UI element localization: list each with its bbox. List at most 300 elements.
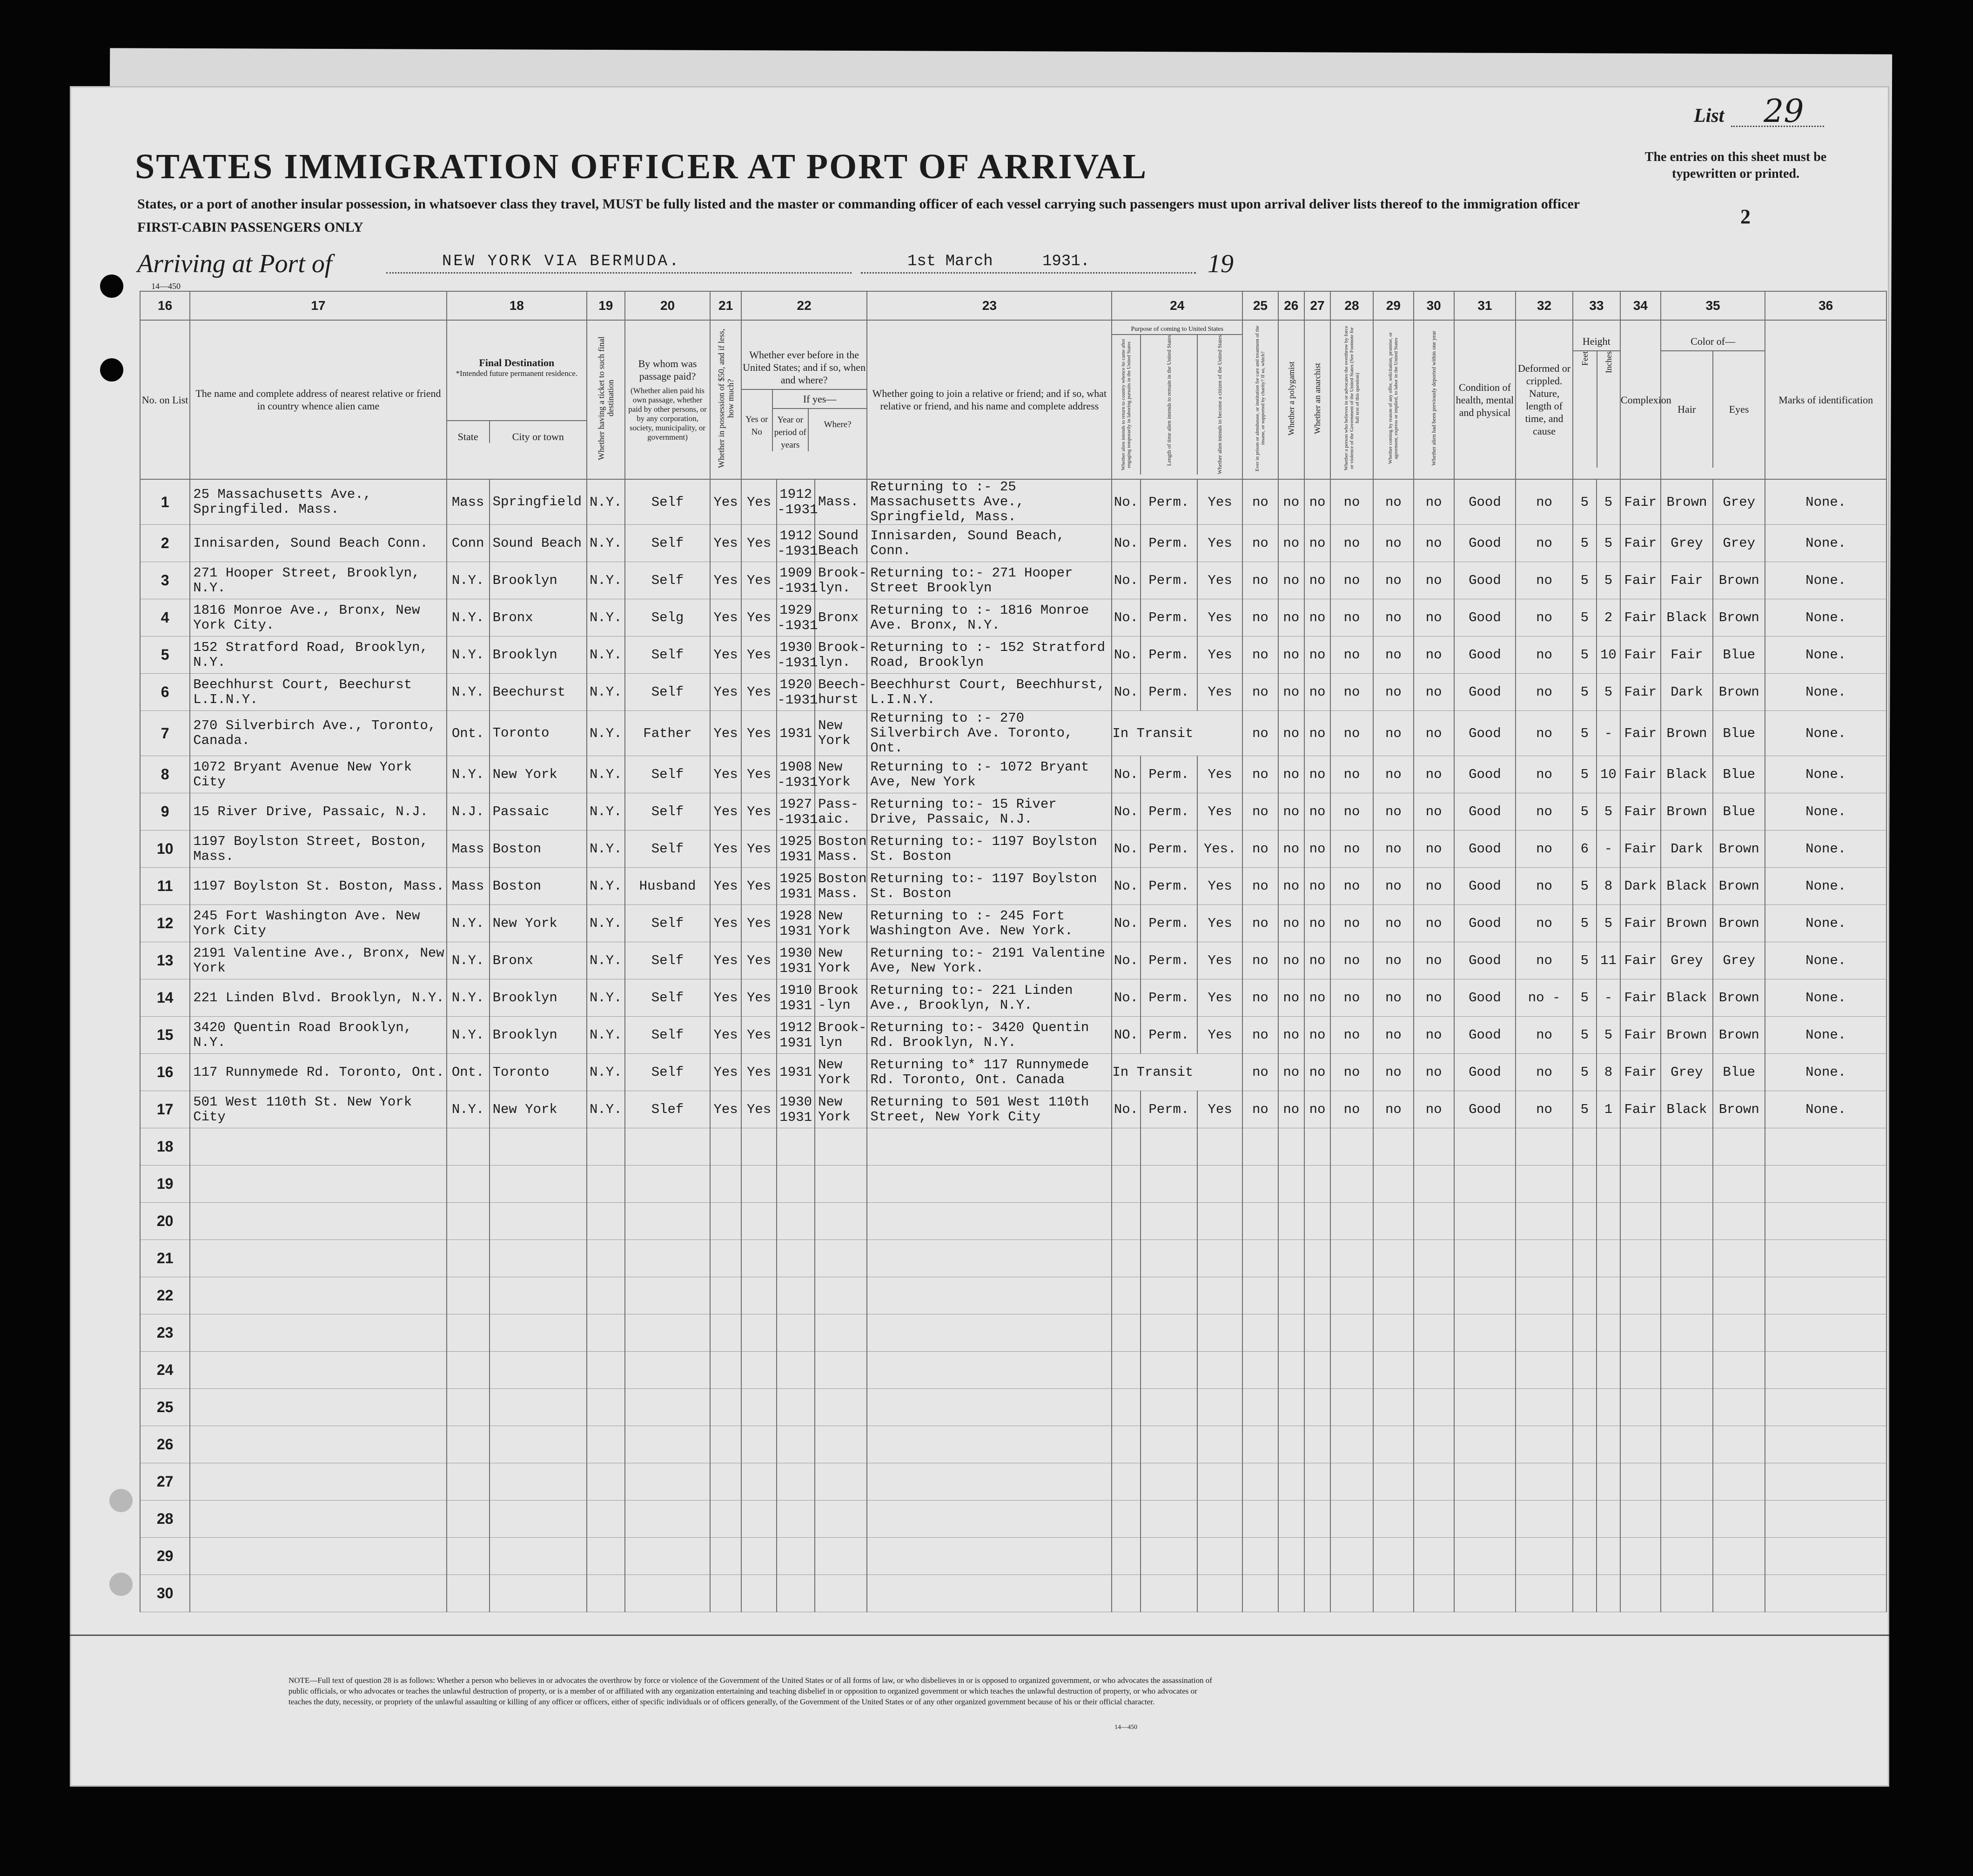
cell-empty	[1713, 1203, 1765, 1240]
cell-empty	[1141, 1240, 1198, 1277]
cell-state: N.Y.	[447, 636, 490, 674]
cell-empty	[777, 1463, 815, 1501]
cell-paid: Self	[625, 979, 711, 1017]
cell-empty	[1661, 1352, 1713, 1389]
cell-empty	[1112, 1203, 1140, 1240]
cell-empty	[587, 1314, 625, 1352]
cell-empty	[777, 1575, 815, 1612]
cell-length: Perm.	[1141, 1091, 1198, 1128]
cell-empty	[867, 1389, 1112, 1426]
cell-inches: 10	[1597, 756, 1620, 793]
cell-empty	[710, 1277, 741, 1314]
cell-empty	[1661, 1166, 1713, 1203]
header-feet: Feet	[1580, 351, 1590, 366]
cell-city: Brooklyn	[490, 562, 587, 599]
cell-empty	[1373, 1352, 1414, 1389]
header-state: State	[447, 421, 490, 443]
cell-before: Yes	[741, 942, 777, 979]
cell-empty	[1661, 1463, 1713, 1501]
cell-empty	[1373, 1240, 1414, 1277]
cell-empty	[1330, 1426, 1373, 1463]
cell-empty	[777, 1314, 815, 1352]
cell-feet: 5	[1573, 1054, 1597, 1091]
cell-eyes: Brown	[1713, 562, 1765, 599]
cell-empty	[1330, 1166, 1373, 1203]
cell-money: Yes	[710, 979, 741, 1017]
purpose-a: Whether alien intends to return to country whence he came after engaging temporarily in laboring pursuits in the United States	[1121, 339, 1132, 471]
cell-anarch: no	[1304, 1017, 1330, 1054]
cell-empty	[1516, 1389, 1573, 1426]
cell-polyg: no	[1278, 1054, 1304, 1091]
col-num: 30	[1414, 291, 1454, 320]
cell-empty	[1597, 1128, 1620, 1166]
binder-hole	[100, 358, 123, 382]
cell-no: 27	[140, 1463, 190, 1501]
cell-empty	[625, 1314, 711, 1352]
cell-empty	[190, 1463, 446, 1501]
cell-empty	[1765, 1352, 1886, 1389]
cell-empty	[1414, 1166, 1454, 1203]
cell-empty	[1454, 1314, 1516, 1352]
cell-empty	[1242, 1166, 1278, 1203]
cell-empty	[490, 1277, 587, 1314]
cell-health: Good	[1454, 1091, 1516, 1128]
year-suffix: 19	[1208, 249, 1234, 278]
cell-offer: no	[1373, 942, 1414, 979]
cell-anarch: no	[1304, 711, 1330, 756]
cell-overthrow: no	[1330, 1017, 1373, 1054]
cell-no: 6	[140, 674, 190, 711]
manifest-table	[140, 291, 1887, 1612]
cell-years: 1930 1931	[777, 1091, 815, 1128]
cell-feet: 5	[1573, 711, 1597, 756]
table-row	[140, 599, 1886, 636]
cell-citizen: Yes	[1197, 599, 1242, 636]
cell-empty	[815, 1426, 867, 1463]
cell-empty	[490, 1538, 587, 1575]
cell-empty	[1573, 1128, 1597, 1166]
cell-empty	[777, 1389, 815, 1426]
cell-citizen: Yes	[1197, 479, 1242, 525]
cell-empty	[1197, 1501, 1242, 1538]
cell-complexion: Fair	[1620, 793, 1661, 831]
cell-no: 13	[140, 942, 190, 979]
cell-empty	[1765, 1240, 1886, 1277]
purpose-c: Whether alien intends to become a citizen of the United States	[1216, 335, 1223, 475]
cell-eyes: Blue	[1713, 711, 1765, 756]
header-money: Whether in possession of $50, and if less, how much?	[710, 320, 741, 479]
cell-empty	[1597, 1203, 1620, 1240]
cell-deformed: no	[1516, 942, 1573, 979]
cell-empty	[1765, 1501, 1886, 1538]
cell-prison: no	[1242, 1054, 1278, 1091]
cell-empty	[1597, 1538, 1620, 1575]
cell-anarch: no	[1304, 636, 1330, 674]
cell-empty	[1304, 1352, 1330, 1389]
cell-empty	[1278, 1166, 1304, 1203]
cell-empty	[1304, 1314, 1330, 1352]
cell-empty	[1112, 1166, 1140, 1203]
cell-empty	[1573, 1463, 1597, 1501]
cell-ticket: N.Y.	[587, 793, 625, 831]
cell-empty	[1454, 1203, 1516, 1240]
cell-empty	[1278, 1128, 1304, 1166]
cell-city: Sound Beach	[490, 525, 587, 562]
cell-overthrow: no	[1330, 831, 1373, 868]
cell-empty	[1661, 1203, 1713, 1240]
page-title: STATES IMMIGRATION OFFICER AT PORT OF ARRIVAL	[135, 147, 1148, 186]
cell-feet: 5	[1573, 905, 1597, 942]
cell-empty	[447, 1240, 490, 1277]
cell-empty	[1573, 1538, 1597, 1575]
cell-purpose: No.	[1112, 942, 1140, 979]
cell-feet: 5	[1573, 525, 1597, 562]
cell-empty	[1414, 1426, 1454, 1463]
cell-empty	[1304, 1463, 1330, 1501]
cell-empty	[1765, 1463, 1886, 1501]
cell-purpose: No.	[1112, 905, 1140, 942]
cell-empty	[1516, 1166, 1573, 1203]
cell-empty	[710, 1575, 741, 1612]
cell-citizen: Yes	[1197, 562, 1242, 599]
cell-state: Ont.	[447, 1054, 490, 1091]
cell-no: 9	[140, 793, 190, 831]
cell-joining: Returning to:- 1197 Boylston St. Boston	[867, 868, 1112, 905]
cell-empty	[490, 1389, 587, 1426]
col-num: 21	[710, 291, 741, 320]
cell-empty	[867, 1463, 1112, 1501]
cell-empty	[190, 1314, 446, 1352]
cell-no: 23	[140, 1314, 190, 1352]
cell-polyg: no	[1278, 636, 1304, 674]
cell-empty	[625, 1575, 711, 1612]
cell-empty	[1141, 1314, 1198, 1352]
cell-empty	[490, 1426, 587, 1463]
cell-paid: Self	[625, 942, 711, 979]
cell-before: Yes	[741, 525, 777, 562]
cell-health: Good	[1454, 674, 1516, 711]
cell-marks: None.	[1765, 1091, 1886, 1128]
cell-eyes: Brown	[1713, 1091, 1765, 1128]
col-num: 23	[867, 291, 1112, 320]
cell-empty	[190, 1277, 446, 1314]
cell-empty	[490, 1203, 587, 1240]
cell-hair: Brown	[1661, 479, 1713, 525]
col-num: 28	[1330, 291, 1373, 320]
table-row	[140, 1017, 1886, 1054]
cell-state: N.Y.	[447, 942, 490, 979]
cell-where: Sound Beach	[815, 525, 867, 562]
cell-overthrow: no	[1330, 868, 1373, 905]
cell-empty	[1373, 1426, 1414, 1463]
cell-deported: no	[1414, 868, 1454, 905]
cell-anarch: no	[1304, 562, 1330, 599]
manifest-rows	[140, 479, 1886, 1612]
table-row	[140, 756, 1886, 793]
cell-where: New York	[815, 942, 867, 979]
cell-overthrow: no	[1330, 636, 1373, 674]
cell-prison: no	[1242, 562, 1278, 599]
passage-paid-label: By whom was passage paid?	[638, 358, 697, 382]
cell-before: Yes	[741, 674, 777, 711]
cell-where: Brook- lyn.	[815, 562, 867, 599]
cell-inches: 5	[1597, 562, 1620, 599]
col-num: 25	[1242, 291, 1278, 320]
cell-empty	[190, 1575, 446, 1612]
cell-anarch: no	[1304, 756, 1330, 793]
cell-no: 4	[140, 599, 190, 636]
cell-deported: no	[1414, 674, 1454, 711]
cell-empty	[1197, 1203, 1242, 1240]
cell-empty	[741, 1203, 777, 1240]
cell-polyg: no	[1278, 1091, 1304, 1128]
cell-money: Yes	[710, 831, 741, 868]
cell-empty	[1304, 1166, 1330, 1203]
cell-empty	[1141, 1501, 1198, 1538]
cell-empty	[1713, 1240, 1765, 1277]
form-code: 14—450	[151, 281, 181, 291]
cell-purpose: No.	[1112, 479, 1140, 525]
cell-empty	[1573, 1389, 1597, 1426]
cell-offer: no	[1373, 1017, 1414, 1054]
cell-citizen: Yes	[1197, 674, 1242, 711]
cell-purpose: No.	[1112, 562, 1140, 599]
cell-state: Ont.	[447, 711, 490, 756]
cell-paid: Self	[625, 562, 711, 599]
col-num: 24	[1112, 291, 1242, 320]
cell-empty	[710, 1538, 741, 1575]
cell-joining: Returning to :- 1816 Monroe Ave. Bronx, N.Y.	[867, 599, 1112, 636]
cell-marks: None.	[1765, 636, 1886, 674]
cell-money: Yes	[710, 793, 741, 831]
cell-empty	[447, 1575, 490, 1612]
table-row	[140, 831, 1886, 868]
col-num: 19	[587, 291, 625, 320]
cell-empty	[1516, 1240, 1573, 1277]
cell-empty	[490, 1240, 587, 1277]
cell-empty	[1141, 1203, 1198, 1240]
cell-deported: no	[1414, 793, 1454, 831]
col-num: 35	[1661, 291, 1765, 320]
cell-overthrow: no	[1330, 674, 1373, 711]
cell-years: 1929 -1931	[777, 599, 815, 636]
cell-empty	[1661, 1277, 1713, 1314]
table-row	[140, 1352, 1886, 1389]
cell-empty	[1765, 1575, 1886, 1612]
cell-money: Yes	[710, 636, 741, 674]
cell-empty	[447, 1426, 490, 1463]
header-color	[1661, 320, 1765, 479]
cell-empty	[490, 1352, 587, 1389]
cell-inches: 5	[1597, 905, 1620, 942]
cell-state: Conn	[447, 525, 490, 562]
cell-feet: 5	[1573, 942, 1597, 979]
cell-empty	[1197, 1463, 1242, 1501]
cell-city: New York	[490, 756, 587, 793]
cell-health: Good	[1454, 942, 1516, 979]
cell-hair: Fair	[1661, 562, 1713, 599]
cell-citizen: Yes	[1197, 942, 1242, 979]
cell-empty	[1141, 1128, 1198, 1166]
cell-empty	[1242, 1389, 1278, 1426]
cell-empty	[1304, 1575, 1330, 1612]
cell-empty	[587, 1128, 625, 1166]
table-row	[140, 868, 1886, 905]
cell-empty	[1304, 1501, 1330, 1538]
cell-relative: 15 River Drive, Passaic, N.J.	[190, 793, 446, 831]
cell-empty	[1414, 1240, 1454, 1277]
cell-empty	[1373, 1463, 1414, 1501]
cell-empty	[1573, 1501, 1597, 1538]
cell-feet: 5	[1573, 1091, 1597, 1128]
instructions: States, or a port of another insular possession, in whatsoever class they travel, MUST be fully listed and the master or commanding officer of each vessel carrying such passengers must upon arrival deliver lists thereof to the immigration officer	[137, 196, 1580, 212]
cell-years: 1920 -1931	[777, 674, 815, 711]
cell-deported: no	[1414, 479, 1454, 525]
cell-citizen: Yes	[1197, 793, 1242, 831]
cell-before: Yes	[741, 979, 777, 1017]
cell-empty	[741, 1166, 777, 1203]
cell-complexion: Fair	[1620, 525, 1661, 562]
cell-empty	[815, 1538, 867, 1575]
cell-empty	[1242, 1352, 1278, 1389]
cell-empty	[741, 1501, 777, 1538]
cell-inches: 11	[1597, 942, 1620, 979]
cell-empty	[1197, 1426, 1242, 1463]
cell-empty	[1112, 1314, 1140, 1352]
cell-where: New York	[815, 905, 867, 942]
cell-anarch: no	[1304, 1054, 1330, 1091]
header-health: Condition of health, mental and physical	[1454, 320, 1516, 479]
cell-polyg: no	[1278, 1017, 1304, 1054]
cell-empty	[1713, 1463, 1765, 1501]
cell-empty	[1112, 1426, 1140, 1463]
cell-money: Yes	[710, 599, 741, 636]
cell-empty	[1516, 1203, 1573, 1240]
cell-citizen: Yes.	[1197, 831, 1242, 868]
cell-empty	[1414, 1128, 1454, 1166]
cell-anarch: no	[1304, 479, 1330, 525]
cell-city: Boston	[490, 868, 587, 905]
cell-no: 17	[140, 1091, 190, 1128]
cell-no: 10	[140, 831, 190, 868]
cell-empty	[1516, 1426, 1573, 1463]
cell-deformed: no	[1516, 868, 1573, 905]
cell-paid: Self	[625, 1017, 711, 1054]
cell-empty	[625, 1426, 711, 1463]
cell-empty	[1713, 1314, 1765, 1352]
cell-empty	[1661, 1538, 1713, 1575]
final-destination-note: *Intended future permanent residence.	[456, 369, 578, 378]
cell-where: New York	[815, 1091, 867, 1128]
cell-deformed: no	[1516, 1091, 1573, 1128]
cell-marks: None.	[1765, 1054, 1886, 1091]
cell-city: Passaic	[490, 793, 587, 831]
cell-empty	[777, 1501, 815, 1538]
cell-prison: no	[1242, 942, 1278, 979]
cell-empty	[1197, 1538, 1242, 1575]
header-passage-paid	[625, 320, 711, 479]
cell-prison: no	[1242, 905, 1278, 942]
cell-money: Yes	[710, 479, 741, 525]
cell-paid: Slef	[625, 1091, 711, 1128]
cell-before: Yes	[741, 1091, 777, 1128]
cell-empty	[1242, 1538, 1278, 1575]
cell-empty	[1278, 1463, 1304, 1501]
col-num: 27	[1304, 291, 1330, 320]
cell-deformed: no	[1516, 479, 1573, 525]
cell-complexion: Fair	[1620, 1017, 1661, 1054]
cell-empty	[710, 1203, 741, 1240]
cell-marks: None.	[1765, 831, 1886, 868]
col-num: 26	[1278, 291, 1304, 320]
cell-marks: None.	[1765, 525, 1886, 562]
cell-empty	[815, 1575, 867, 1612]
cell-citizen: Yes	[1197, 905, 1242, 942]
cell-length: Perm.	[1141, 479, 1198, 525]
cell-ticket: N.Y.	[587, 599, 625, 636]
cell-relative: 501 West 110th St. New York City	[190, 1091, 446, 1128]
cell-empty	[1573, 1166, 1597, 1203]
cell-complexion: Fair	[1620, 831, 1661, 868]
cell-relative: 152 Stratford Road, Brooklyn, N.Y.	[190, 636, 446, 674]
cell-empty	[625, 1463, 711, 1501]
cell-ticket: N.Y.	[587, 711, 625, 756]
cell-empty	[447, 1463, 490, 1501]
cell-prison: no	[1242, 525, 1278, 562]
cell-health: Good	[1454, 562, 1516, 599]
table-row	[140, 1091, 1886, 1128]
cell-empty	[1304, 1240, 1330, 1277]
table-row	[140, 1501, 1886, 1538]
cell-empty	[490, 1166, 587, 1203]
cell-empty	[625, 1501, 711, 1538]
cell-deformed: no	[1516, 711, 1573, 756]
cell-empty	[1197, 1277, 1242, 1314]
cell-ticket: N.Y.	[587, 979, 625, 1017]
table-row	[140, 1575, 1886, 1612]
cell-state: N.Y.	[447, 1091, 490, 1128]
cell-empty	[1414, 1538, 1454, 1575]
cell-offer: no	[1373, 525, 1414, 562]
cell-length: Perm.	[1141, 868, 1198, 905]
cell-empty	[447, 1203, 490, 1240]
cell-eyes: Blue	[1713, 1054, 1765, 1091]
cell-empty	[1573, 1314, 1597, 1352]
cell-empty	[1516, 1538, 1573, 1575]
cell-no: 20	[140, 1203, 190, 1240]
cell-empty	[1765, 1277, 1886, 1314]
cell-deported: no	[1414, 979, 1454, 1017]
cell-empty	[1242, 1575, 1278, 1612]
cell-empty	[1330, 1277, 1373, 1314]
cell-state: N.Y.	[447, 562, 490, 599]
cell-empty	[1620, 1389, 1661, 1426]
cell-eyes: Brown	[1713, 831, 1765, 868]
cell-ticket: N.Y.	[587, 479, 625, 525]
cell-empty	[1454, 1277, 1516, 1314]
header-city: City or town	[512, 431, 564, 442]
cell-before: Yes	[741, 599, 777, 636]
cell-deformed: no	[1516, 562, 1573, 599]
cell-marks: None.	[1765, 905, 1886, 942]
cell-joining: Returning to :- 245 Fort Washington Ave. New York.	[867, 905, 1112, 942]
cell-empty	[1765, 1203, 1886, 1240]
cell-empty	[1713, 1352, 1765, 1389]
table-row	[140, 1166, 1886, 1203]
cell-empty	[815, 1277, 867, 1314]
cell-polyg: no	[1278, 562, 1304, 599]
cell-empty	[1373, 1314, 1414, 1352]
